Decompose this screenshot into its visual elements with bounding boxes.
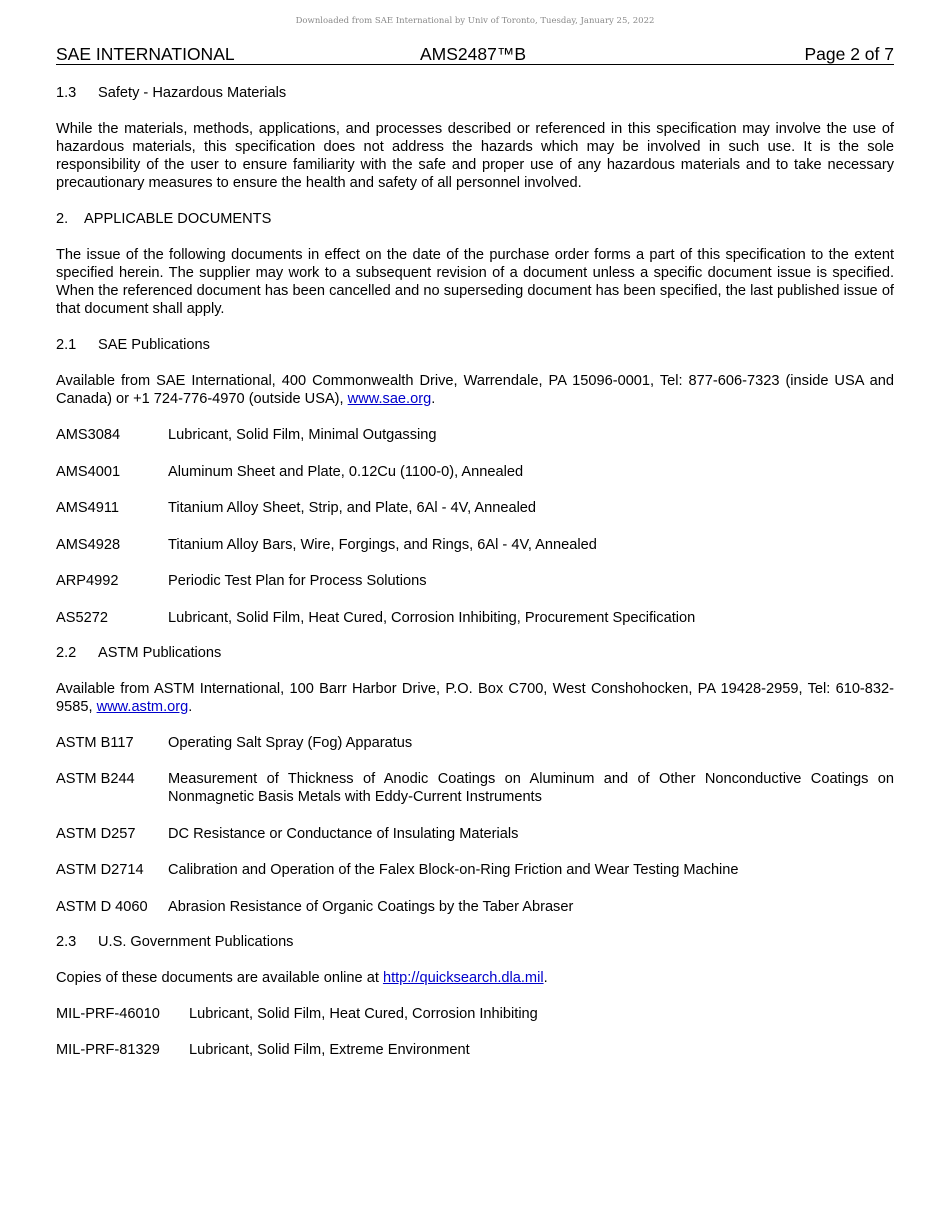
reference-entry <box>56 1005 894 1023</box>
government-availability-paragraph <box>56 969 894 987</box>
section-title: Safety - Hazardous Materials <box>98 85 287 101</box>
reference-title: Lubricant, Solid Film, Extreme Environment <box>189 1042 470 1058</box>
section-number: 2. <box>56 211 69 227</box>
sentence-end: . <box>543 969 548 986</box>
reference-entry <box>56 1041 894 1059</box>
section-number: 2.2 <box>56 644 77 661</box>
section-title: SAE Publications <box>98 337 210 353</box>
reference-title: Aluminum Sheet and Plate, 0.12Cu (1100-0), Annealed <box>168 463 524 480</box>
reference-title: Lubricant, Solid Film, Heat Cured, Corrosion Inhibiting <box>189 1005 538 1022</box>
reference-title: Titanium Alloy Bars, Wire, Forgings, and Rings, 6Al - 4V, Annealed <box>168 536 597 553</box>
section-number: 1.3 <box>56 85 77 101</box>
reference-title: Periodic Test Plan for Process Solutions <box>168 573 427 589</box>
reference-entry <box>56 861 894 879</box>
header-organization: SAE INTERNATIONAL <box>56 44 235 64</box>
header-document-number: AMS2487™B <box>420 44 527 64</box>
section-1-3-paragraph: While the materials, methods, applications, and processes described or referenced in this specification may involve the use of hazardous materials, this specification does not address the hazards which may be involved in such use. It is the sole responsibility of the user to ensure familiarity with the safe and proper use of any hazardous materials and to take necessary precautionary measures to ensure the health and safety of all personnel involved. <box>56 121 894 191</box>
quicksearch-link[interactable]: http://quicksearch.dla.mil <box>382 969 544 986</box>
reference-id: ASTM D 4060 <box>56 898 148 915</box>
download-watermark: Downloaded from SAE International by Univ of Toronto, Tuesday, January 25, 2022 <box>295 16 655 26</box>
reference-title: Abrasion Resistance of Organic Coatings by the Taber Abraser <box>168 898 574 915</box>
reference-entry <box>56 463 894 481</box>
header-page-number: Page 2 of 7 <box>804 44 894 64</box>
reference-entry <box>56 609 894 627</box>
reference-id: MIL-PRF-81329 <box>56 1042 160 1058</box>
reference-entry <box>56 426 894 444</box>
reference-id: AMS3084 <box>56 427 121 443</box>
reference-id: AMS4911 <box>56 500 120 516</box>
reference-title: DC Resistance or Conductance of Insulating Materials <box>168 825 519 842</box>
section-title: APPLICABLE DOCUMENTS <box>84 211 272 227</box>
document-body <box>56 84 894 1078</box>
section-number: 2.1 <box>56 337 77 353</box>
reference-title: Lubricant, Solid Film, Minimal Outgassing <box>168 427 437 443</box>
reference-id: ASTM D2714 <box>56 862 144 878</box>
section-2-3-heading <box>56 933 894 951</box>
section-2-1-heading <box>56 336 894 354</box>
reference-entry <box>56 536 894 554</box>
reference-id: AMS4001 <box>56 463 121 480</box>
reference-title: Calibration and Operation of the Falex Block-on-Ring Friction and Wear Testing Machine <box>168 862 739 878</box>
reference-title: Measurement of Thickness of Anodic Coatings on Aluminum and of Other Nonconductive Coatings on Nonmagnetic Basis Metals with Eddy-Current Instruments <box>168 771 894 805</box>
reference-id: ASTM B117 <box>56 734 134 751</box>
section-title: U.S. Government Publications <box>98 933 294 950</box>
reference-entry <box>56 734 894 752</box>
reference-id: ARP4992 <box>56 573 119 589</box>
reference-entry <box>56 499 894 517</box>
astm-availability-text: Available from ASTM International, 100 Barr Harbor Drive, P.O. Box C700, West Conshohocken, PA 19428-2959, Tel: 610-832-9585, <box>56 680 894 715</box>
reference-title: Lubricant, Solid Film, Heat Cured, Corrosion Inhibiting, Procurement Specification <box>168 609 696 626</box>
reference-id: MIL-PRF-46010 <box>56 1005 160 1022</box>
reference-title: Operating Salt Spray (Fog) Apparatus <box>168 734 413 751</box>
astm-website-link[interactable]: www.astm.org <box>96 698 189 715</box>
page-header <box>56 44 894 65</box>
reference-id: AMS4928 <box>56 536 121 553</box>
section-2-heading <box>56 210 894 228</box>
section-number: 2.3 <box>56 933 77 950</box>
sentence-end: . <box>188 698 193 715</box>
section-2-paragraph: The issue of the following documents in effect on the date of the purchase order forms a part of this specification to the extent specified herein. The supplier may work to a subsequent revision of a document unless a specific document issue is specified. When the referenced document has been cancelled and no superseding document has been specified, the last published issue of that document shall apply. <box>56 247 894 317</box>
section-2-2-heading <box>56 644 894 662</box>
government-availability-text: Copies of these documents are available online at <box>56 969 383 986</box>
reference-id: AS5272 <box>56 609 108 626</box>
section-title: ASTM Publications <box>98 644 222 661</box>
reference-entry <box>56 572 894 590</box>
sae-availability-paragraph <box>56 372 894 408</box>
reference-id: ASTM D257 <box>56 825 136 842</box>
astm-availability-paragraph <box>56 680 894 716</box>
reference-id: ASTM B244 <box>56 771 135 787</box>
reference-entry <box>56 825 894 843</box>
sentence-end: . <box>431 391 436 407</box>
reference-entry <box>56 770 894 806</box>
reference-title: Titanium Alloy Sheet, Strip, and Plate, 6Al - 4V, Annealed <box>168 500 537 516</box>
reference-entry <box>56 898 894 916</box>
sae-availability-text: Available from SAE International, 400 Commonwealth Drive, Warrendale, PA 15096-0001, Tel: 877-606-7323 (inside USA and Canada) or +1 724-776-4970 (outside USA), <box>56 373 894 407</box>
sae-website-link[interactable]: www.sae.org <box>347 391 432 407</box>
section-1-3-heading <box>56 84 894 102</box>
